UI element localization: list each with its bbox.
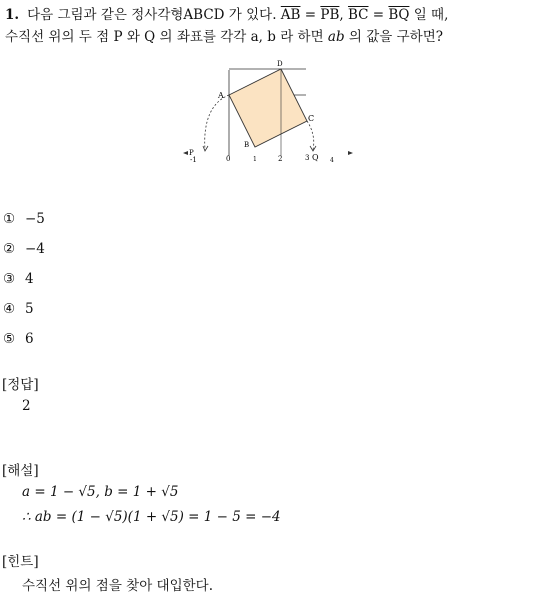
choice-2-text: −4 — [25, 241, 45, 257]
choice-4[interactable] — [3, 301, 34, 317]
segment-ab: $\overline{AB}$ — [280, 7, 301, 23]
choice-2[interactable] — [3, 241, 45, 257]
answer-header: [정답] — [2, 377, 39, 393]
segment-pb: $\overline{PB}$ — [320, 7, 340, 23]
tick-label-2: 2 — [278, 155, 283, 163]
question-var-ab: ab — [327, 29, 345, 45]
choice-5[interactable] — [3, 331, 34, 347]
question-text-1-end: 일 때, — [413, 7, 449, 23]
choice-4-text: 5 — [25, 301, 34, 317]
choice-5-mark: ⑤ — [3, 331, 16, 347]
question-number: 1. — [5, 7, 20, 23]
choice-2-mark: ② — [3, 241, 16, 257]
segment-bq: $\overline{BQ}$ — [388, 7, 410, 23]
choice-4-mark: ④ — [3, 301, 16, 317]
label-a: A — [218, 91, 224, 100]
question-line-1: 1. 다음 그림과 같은 정사각형ABCD 가 있다. $\overline{AB} = \overline{PB}$, $\overline{BC} = \overline{BQ}$ 일 때, — [5, 7, 449, 23]
hint-header: [힌트] — [2, 554, 39, 570]
tick-label-neg1: -1 — [190, 156, 197, 164]
segment-bc: $\overline{BC}$ — [347, 7, 369, 23]
solution-header: [해설] — [2, 463, 39, 479]
tick-label-0: 0 — [226, 155, 231, 163]
hint-text: 수직선 위의 점을 찾아 대입한다. — [22, 578, 213, 594]
choice-5-text: 6 — [25, 331, 34, 347]
label-d: D — [277, 60, 283, 68]
arrowhead-p — [203, 146, 208, 151]
arc-to-p — [205, 95, 229, 150]
label-q: Q — [312, 153, 319, 162]
choice-3-mark: ③ — [3, 271, 16, 287]
square-number-line-figure — [175, 58, 365, 170]
choice-3-text: 4 — [25, 271, 34, 287]
tick-label-3: 3 — [305, 154, 310, 162]
choice-1-text: −5 — [25, 211, 45, 227]
answer-value: 2 — [22, 398, 31, 414]
label-p: P — [189, 149, 194, 157]
question-text-1: 다음 그림과 같은 정사각형ABCD 가 있다. — [27, 7, 277, 23]
arc-to-q — [307, 121, 314, 150]
tick-label-4: 4 — [330, 157, 334, 164]
question-text-2b: 의 값을 구하면? — [348, 29, 443, 45]
solution-line-2: ∴ ab = (1 − √5)(1 + √5) = 1 − 5 = −4 — [22, 509, 281, 525]
question-line-2 — [5, 25, 443, 45]
tick-label-1: 1 — [253, 156, 257, 163]
choice-1-mark: ① — [3, 211, 16, 227]
choice-1[interactable] — [3, 211, 45, 227]
square-abcd — [229, 69, 307, 147]
question-text-2a: 수직선 위의 두 점 P 와 Q 의 좌표를 각각 a, b 라 하면 — [5, 29, 324, 45]
choice-3[interactable] — [3, 271, 34, 287]
label-c: C — [308, 114, 315, 123]
solution-line-1: a = 1 − √5, b = 1 + √5 — [22, 484, 179, 500]
left-arrow-icon — [183, 151, 188, 155]
label-b: B — [244, 141, 250, 149]
right-arrow-icon — [348, 151, 353, 155]
